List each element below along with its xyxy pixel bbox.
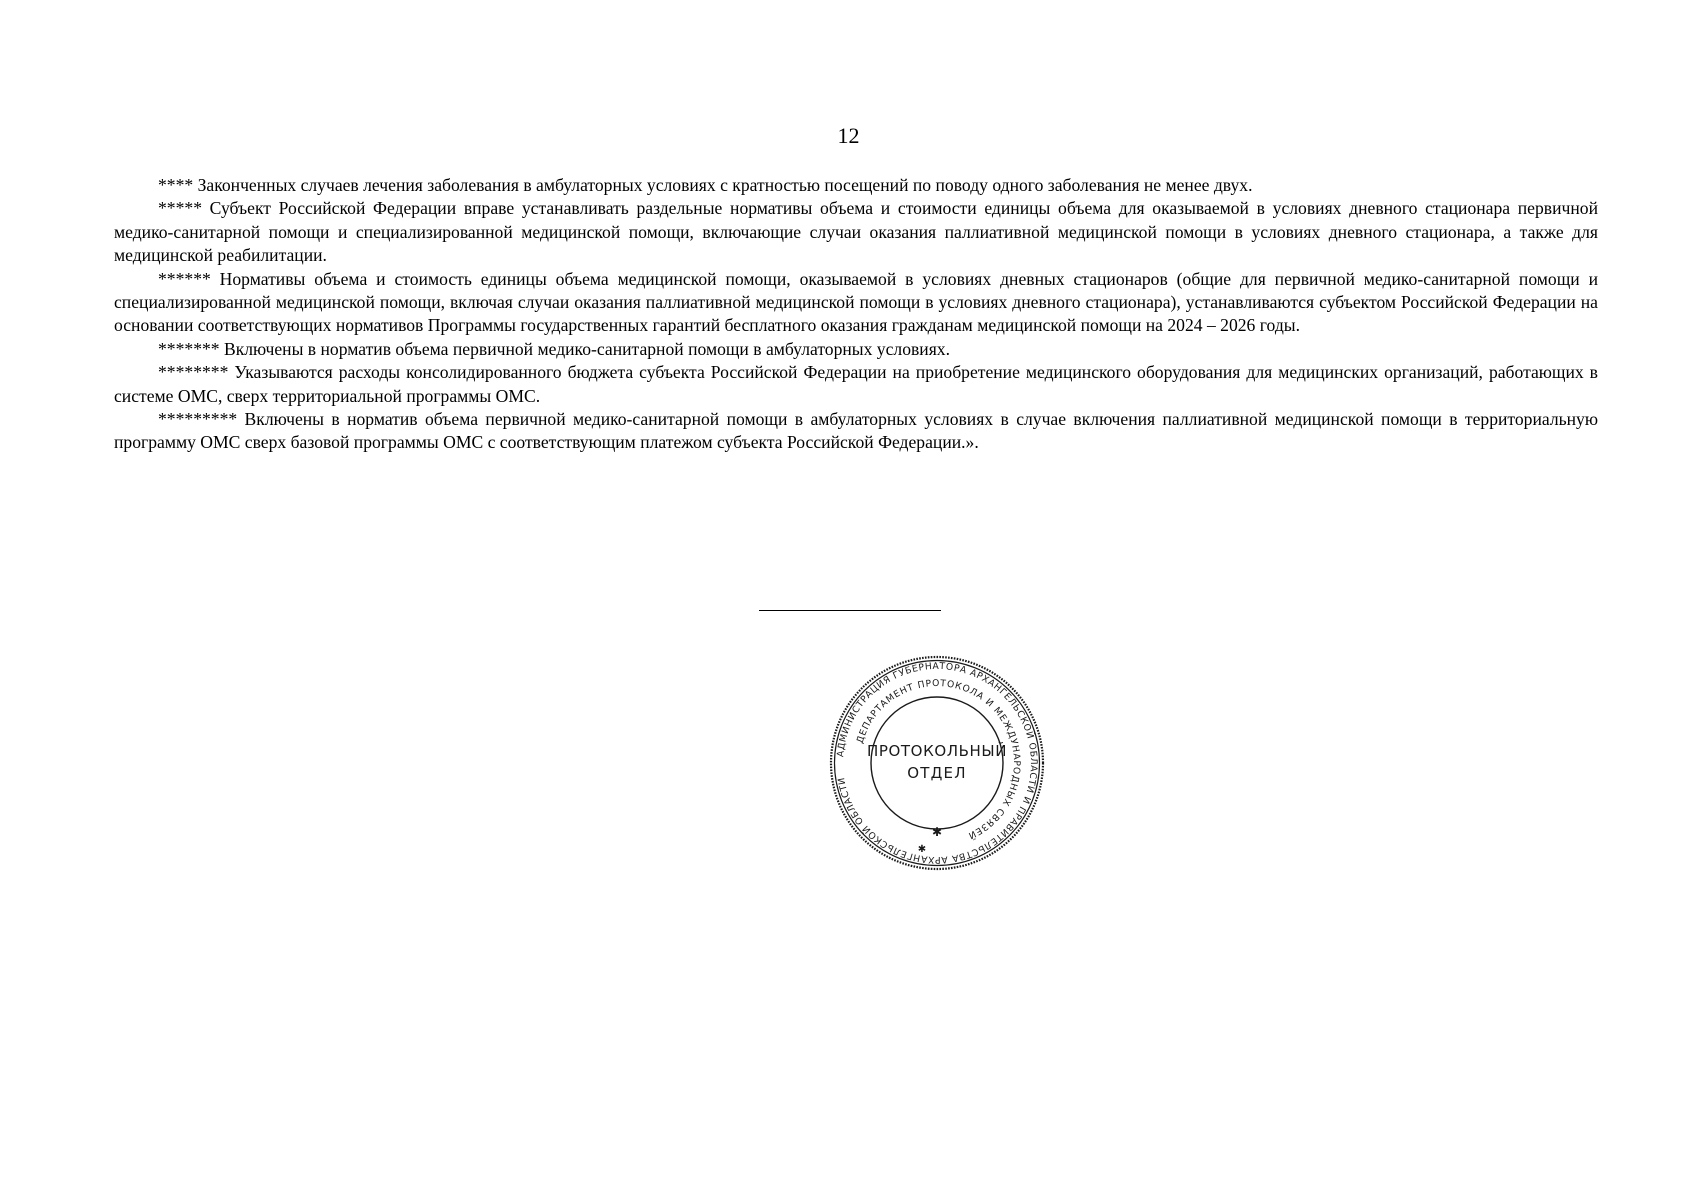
page-number: 12 [837,123,860,148]
seal-center-line-2: ОТДЕЛ [907,764,967,782]
footnote-4-stars: **** Законченных случаев лечения заболевания в амбулаторных условиях с кратностью посещений по поводу одного заболевания не менее двух. [158,175,1253,195]
footnote-5-stars: ***** Субъект Российской Федерации вправе устанавливать раздельные нормативы объема и стоимости единицы объема для оказываемой в условиях дневного стационара первичной медико-санитарной помощи и специализированной медицинской помощи, включающие случаи оказания паллиативной медицинской помощи в условиях дневного стационара, а также для медицинской реабилитации. [114,198,1598,266]
seal-star-icon: ✱ [931,825,943,839]
footnotes-block [114,174,1598,455]
footnote-8-stars: ******** Указываются расходы консолидированного бюджета субъекта Российской Федерации на приобретение медицинского оборудования для медицинских организаций, работающих в системе ОМС, сверх территориальной программы ОМС. [114,362,1598,406]
official-seal [826,652,1048,874]
footnote-7-stars: ******* Включены в норматив объема первичной медико-санитарной помощи в амбулаторных условиях. [158,338,951,359]
footnote-6-stars: ****** Нормативы объема и стоимость единицы объема медицинской помощи, оказываемой в условиях дневных стационаров (общие для первичной медико-санитарной помощи и специализированной медицинской помощи, включая случаи оказания паллиативной медицинской помощи в условиях дневного стационара), устанавливаются субъектом Российской Федерации на основании соответствующих нормативов Программы государственных гарантий бесплатного оказания гражданам медицинской помощи на 2024 – 2026 годы. [114,268,1598,336]
closing-rule [759,610,941,611]
seal-star-small-icon: ✱ [917,844,927,855]
seal-center-line-1: ПРОТОКОЛЬНЫЙ [866,742,1008,760]
seal-inner-textpath: ДЕПАРТАМЕНТ ПРОТОКОЛА И МЕЖДУНАРОДНЫХ СВЯЗЕЙ [854,677,1023,842]
seal-graphic [826,652,1048,874]
seal-outer-textpath: АДМИНИСТРАЦИЯ ГУБЕРНАТОРА АРХАНГЕЛЬСКОЙ ОБЛАСТИ И ПРАВИТЕЛЬСТВА АРХАНГЕЛЬСКОЙ ОБЛАСТИ [835,660,1040,866]
footnote-9-stars: ********* Включены в норматив объема первичной медико-санитарной помощи в амбулаторных условиях в случае включения паллиативной медицинской помощи в территориальную программу ОМС сверх базовой программы ОМС с соответствующим платежом субъекта Российской Федерации.». [114,409,1598,453]
